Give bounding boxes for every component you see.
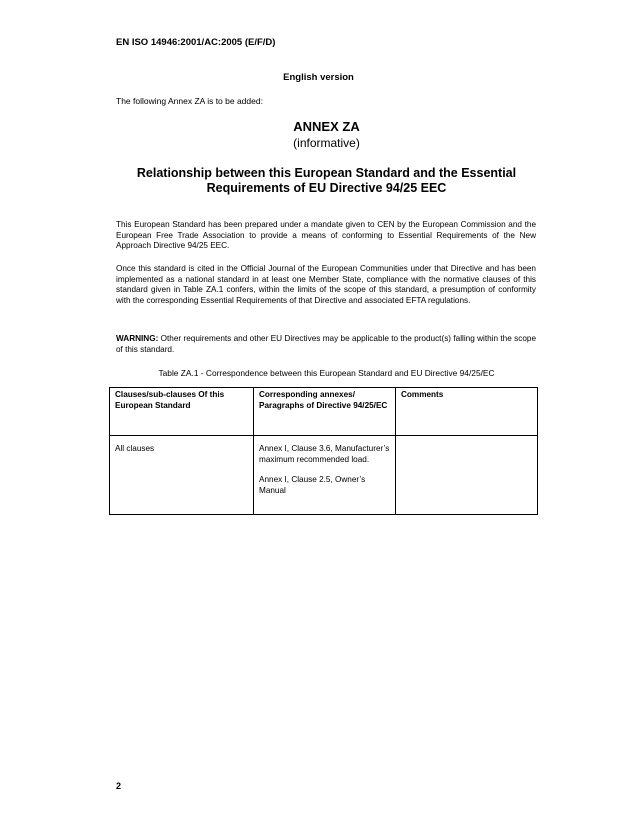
annex-title: ANNEX ZA [293, 119, 360, 134]
warning-text: Other requirements and other EU Directives may be applicable to the product(s) falling within the scope of this standard. [116, 334, 536, 354]
header-comments: Comments [396, 388, 538, 436]
page-number: 2 [116, 781, 122, 791]
annex-paragraph-2: Annex I, Clause 2.5, Owner’s Manual [259, 475, 366, 495]
table-header-row [110, 388, 538, 436]
correspondence-table [109, 387, 538, 515]
relationship-title: Relationship between this European Standard and the Essential Requirements of EU Directive 94/25 EEC [136, 166, 517, 195]
clauses-value: All clauses [115, 444, 155, 453]
paragraph-mandate: This European Standard has been prepared under a mandate given to CEN by the European Commission and the European Free Trade Association to provide a means of conforming to Essential Requirements of the New Approach Directive 94/25 EEC. [116, 220, 536, 250]
cell-clauses [110, 436, 254, 515]
paragraph-presumption: Once this standard is cited in the Official Journal of the European Communities under that Directive and has been implemented as a national standard in at least one Member State, compliance with the normative clauses of this standard given in Table ZA.1 confers, within the limits of the scope of this standard, a presumption of conformity with the corresponding Essential Requirements of that Directive and associated EFTA regulations. [116, 264, 536, 305]
intro-line: The following Annex ZA is to be added: [116, 96, 263, 106]
annex-paragraph-1: Annex I, Clause 3.6, Manufacturer’s maximum recommended load. [259, 444, 390, 464]
document-header: EN ISO 14946:2001/AC:2005 (E/F/D) [116, 37, 276, 48]
table-caption: Table ZA.1 - Correspondence between this European Standard and EU Directive 94/25/EC [158, 368, 495, 378]
cell-comments [396, 436, 538, 515]
annex-subtitle: (informative) [293, 136, 360, 150]
table-row [110, 436, 538, 515]
version-heading: English version [283, 72, 354, 83]
cell-annexes [254, 436, 396, 515]
warning-label: WARNING: [116, 334, 159, 343]
warning-paragraph [116, 334, 536, 355]
header-clauses: Clauses/sub-clauses Of this European Standard [110, 388, 254, 436]
header-annexes: Corresponding annexes/ Paragraphs of Directive 94/25/EC [254, 388, 396, 436]
